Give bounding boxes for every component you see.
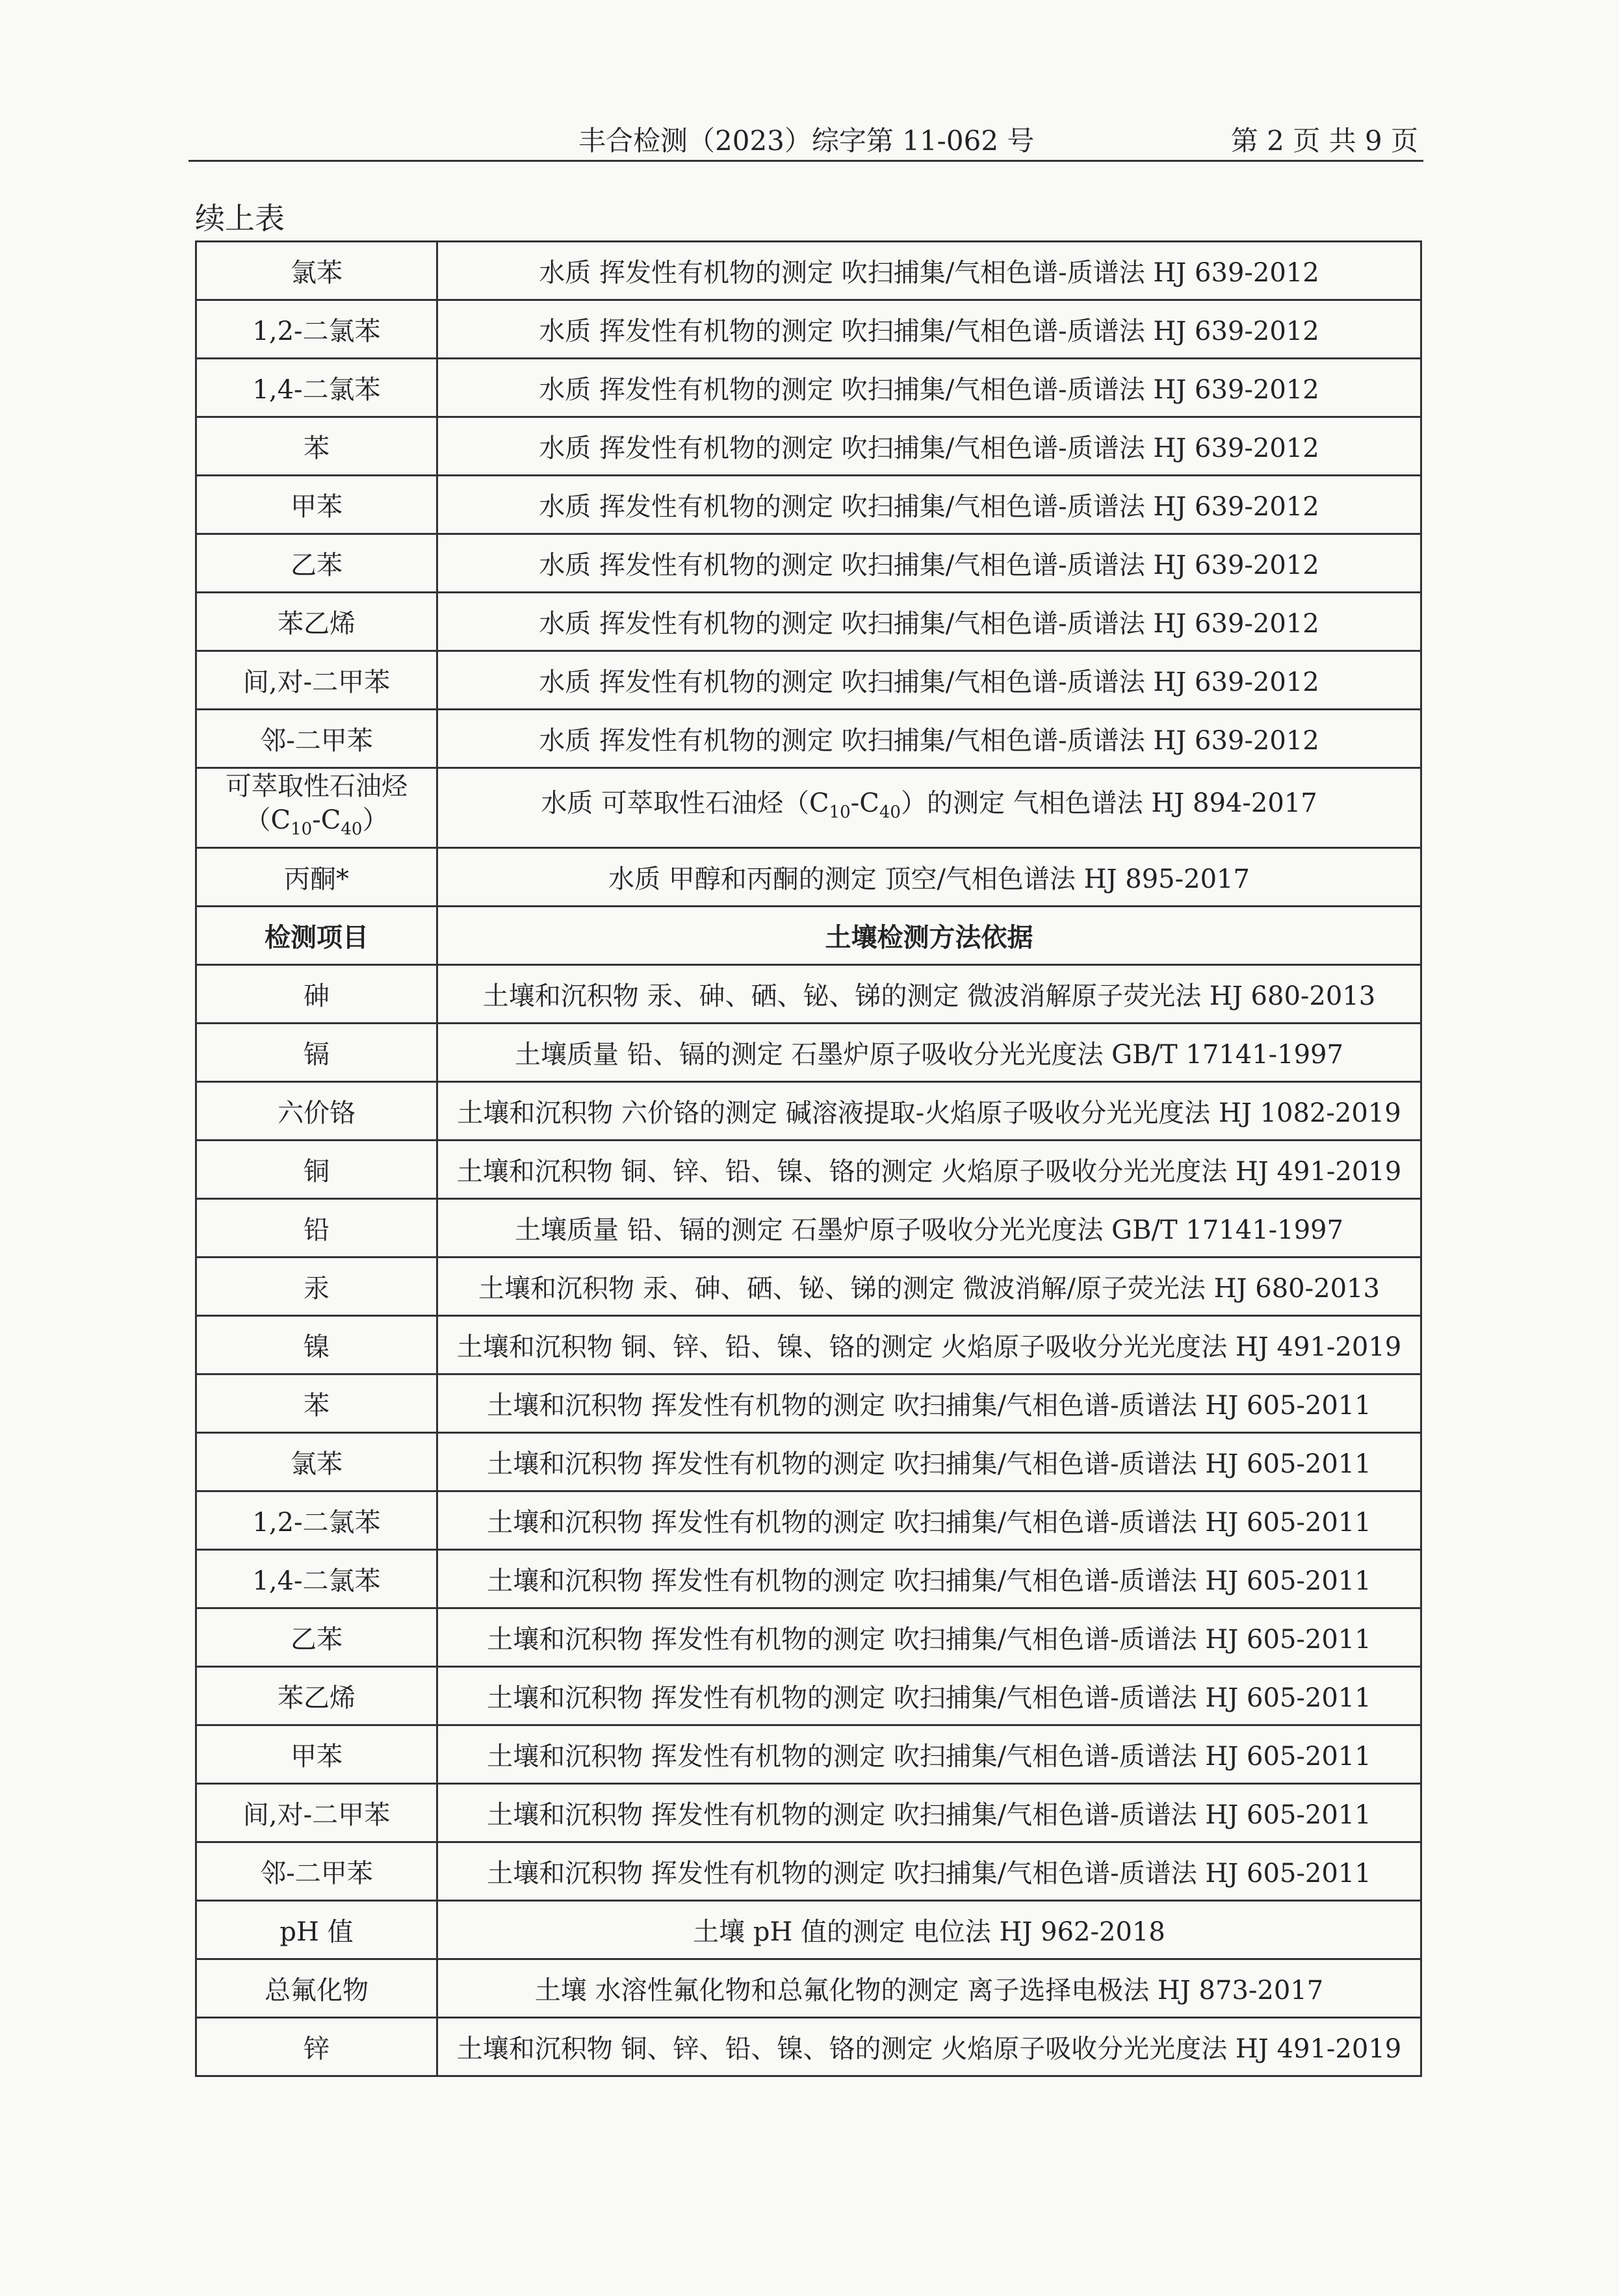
table-row <box>196 848 1421 907</box>
item-cell: 1,2-二氯苯 <box>196 1491 437 1550</box>
table-row <box>196 1901 1421 1959</box>
item-cell: 苯乙烯 <box>196 593 437 651</box>
table-row <box>196 1959 1421 2018</box>
table-row <box>196 1433 1421 1491</box>
table-row <box>196 965 1421 1024</box>
method-cell: 土壤和沉积物 挥发性有机物的测定 吹扫捕集/气相色谱-质谱法 HJ 605-2011 <box>437 1433 1421 1491</box>
table-row <box>196 1082 1421 1141</box>
continued-label: 续上表 <box>195 201 285 236</box>
page-number: 第 2 页 共 9 页 <box>1230 125 1418 157</box>
table-row <box>196 534 1421 593</box>
table-row <box>196 1024 1421 1082</box>
table-row <box>196 1491 1421 1550</box>
item-cell: 氯苯 <box>196 242 437 300</box>
method-cell: 土壤 pH 值的测定 电位法 HJ 962-2018 <box>437 1901 1421 1959</box>
method-cell: 土壤和沉积物 挥发性有机物的测定 吹扫捕集/气相色谱-质谱法 HJ 605-2011 <box>437 1725 1421 1784</box>
table-row <box>196 300 1421 359</box>
method-cell: 水质 挥发性有机物的测定 吹扫捕集/气相色谱-质谱法 HJ 639-2012 <box>437 476 1421 534</box>
item-cell: 锌 <box>196 2018 437 2076</box>
method-cell: 土壤 水溶性氟化物和总氟化物的测定 离子选择电极法 HJ 873-2017 <box>437 1959 1421 2018</box>
item-cell: 邻-二甲苯 <box>196 710 437 768</box>
method-table <box>195 240 1422 2077</box>
table-row <box>196 1608 1421 1667</box>
item-cell: 六价铬 <box>196 1082 437 1141</box>
table-row <box>196 359 1421 417</box>
item-cell: pH 值 <box>196 1901 437 1959</box>
table-row <box>196 242 1421 300</box>
method-cell: 土壤和沉积物 挥发性有机物的测定 吹扫捕集/气相色谱-质谱法 HJ 605-2011 <box>437 1842 1421 1901</box>
method-cell: 水质 挥发性有机物的测定 吹扫捕集/气相色谱-质谱法 HJ 639-2012 <box>437 593 1421 651</box>
method-cell: 土壤质量 铅、镉的测定 石墨炉原子吸收分光光度法 GB/T 17141-1997 <box>437 1024 1421 1082</box>
table-row <box>196 1316 1421 1374</box>
table-row <box>196 768 1421 848</box>
method-cell: 土壤和沉积物 挥发性有机物的测定 吹扫捕集/气相色谱-质谱法 HJ 605-2011 <box>437 1784 1421 1842</box>
table-row <box>196 1258 1421 1316</box>
special-rows <box>196 768 1421 965</box>
table-row <box>196 1842 1421 1901</box>
item-cell: 1,4-二氯苯 <box>196 1550 437 1608</box>
item-cell: 间,对-二甲苯 <box>196 651 437 710</box>
item-cell: 汞 <box>196 1258 437 1316</box>
item-cell: 铅 <box>196 1199 437 1258</box>
method-cell: 土壤和沉积物 挥发性有机物的测定 吹扫捕集/气相色谱-质谱法 HJ 605-2011 <box>437 1550 1421 1608</box>
table-row <box>196 710 1421 768</box>
method-cell: 水质 挥发性有机物的测定 吹扫捕集/气相色谱-质谱法 HJ 639-2012 <box>437 242 1421 300</box>
table-row <box>196 651 1421 710</box>
table-row <box>196 1667 1421 1725</box>
item-cell: 镉 <box>196 1024 437 1082</box>
item-cell: 镍 <box>196 1316 437 1374</box>
method-cell: 水质 可萃取性石油烃$(C_{10}-C_{40})$的测定 气相色谱法 HJ 894-2017 <box>437 768 1421 848</box>
method-cell: 土壤和沉积物 挥发性有机物的测定 吹扫捕集/气相色谱-质谱法 HJ 605-2011 <box>437 1608 1421 1667</box>
method-header: 土壤检测方法依据 <box>437 907 1421 965</box>
item-cell: 甲苯 <box>196 476 437 534</box>
item-cell: 总氟化物 <box>196 1959 437 2018</box>
table-row <box>196 1784 1421 1842</box>
table-row <box>196 1199 1421 1258</box>
item-cell: 乙苯 <box>196 1608 437 1667</box>
water-section <box>196 242 1421 768</box>
table-row <box>196 1141 1421 1199</box>
method-cell: 水质 挥发性有机物的测定 吹扫捕集/气相色谱-质谱法 HJ 639-2012 <box>437 710 1421 768</box>
item-cell: 苯 <box>196 417 437 476</box>
table-row <box>196 2018 1421 2076</box>
item-cell: 邻-二甲苯 <box>196 1842 437 1901</box>
report-number: 丰合检测（2023）综字第 11-062 号 <box>578 125 1035 157</box>
method-cell: 土壤和沉积物 挥发性有机物的测定 吹扫捕集/气相色谱-质谱法 HJ 605-2011 <box>437 1491 1421 1550</box>
method-cell: 土壤质量 铅、镉的测定 石墨炉原子吸收分光光度法 GB/T 17141-1997 <box>437 1199 1421 1258</box>
table-row <box>196 1374 1421 1433</box>
table-row <box>196 1550 1421 1608</box>
item-cell: 间,对-二甲苯 <box>196 1784 437 1842</box>
method-cell: 土壤和沉积物 六价铬的测定 碱溶液提取-火焰原子吸收分光光度法 HJ 1082-2019 <box>437 1082 1421 1141</box>
item-cell: 苯 <box>196 1374 437 1433</box>
method-cell: 水质 挥发性有机物的测定 吹扫捕集/气相色谱-质谱法 HJ 639-2012 <box>437 359 1421 417</box>
method-cell: 土壤和沉积物 汞、砷、硒、铋、锑的测定 微波消解原子荧光法 HJ 680-2013 <box>437 965 1421 1024</box>
item-cell: 铜 <box>196 1141 437 1199</box>
item-cell: 甲苯 <box>196 1725 437 1784</box>
method-cell: 水质 挥发性有机物的测定 吹扫捕集/气相色谱-质谱法 HJ 639-2012 <box>437 534 1421 593</box>
item-cell: 砷 <box>196 965 437 1024</box>
table-row <box>196 1725 1421 1784</box>
method-cell: 土壤和沉积物 挥发性有机物的测定 吹扫捕集/气相色谱-质谱法 HJ 605-2011 <box>437 1667 1421 1725</box>
soil-header-row <box>196 907 1421 965</box>
item-cell: 丙酮* <box>196 848 437 907</box>
table-row <box>196 476 1421 534</box>
method-cell: 水质 挥发性有机物的测定 吹扫捕集/气相色谱-质谱法 HJ 639-2012 <box>437 651 1421 710</box>
item-header: 检测项目 <box>196 907 437 965</box>
method-cell: 土壤和沉积物 铜、锌、铅、镍、铬的测定 火焰原子吸收分光光度法 HJ 491-2019 <box>437 1316 1421 1374</box>
soil-section <box>196 965 1421 2076</box>
table-row <box>196 417 1421 476</box>
method-cell: 土壤和沉积物 挥发性有机物的测定 吹扫捕集/气相色谱-质谱法 HJ 605-2011 <box>437 1374 1421 1433</box>
item-cell: 苯乙烯 <box>196 1667 437 1725</box>
item-cell: 乙苯 <box>196 534 437 593</box>
item-cell: 氯苯 <box>196 1433 437 1491</box>
method-cell: 土壤和沉积物 汞、砷、硒、铋、锑的测定 微波消解/原子荧光法 HJ 680-2013 <box>437 1258 1421 1316</box>
page-header <box>188 114 1423 162</box>
method-cell: 水质 挥发性有机物的测定 吹扫捕集/气相色谱-质谱法 HJ 639-2012 <box>437 417 1421 476</box>
item-cell: 1,4-二氯苯 <box>196 359 437 417</box>
method-cell: 土壤和沉积物 铜、锌、铅、镍、铬的测定 火焰原子吸收分光光度法 HJ 491-2019 <box>437 1141 1421 1199</box>
item-cell: 可萃取性石油烃 $(C_{10}-C_{40})$ <box>196 768 437 848</box>
item-cell: 1,2-二氯苯 <box>196 300 437 359</box>
table-row <box>196 593 1421 651</box>
method-cell: 土壤和沉积物 铜、锌、铅、镍、铬的测定 火焰原子吸收分光光度法 HJ 491-2019 <box>437 2018 1421 2076</box>
method-cell: 水质 挥发性有机物的测定 吹扫捕集/气相色谱-质谱法 HJ 639-2012 <box>437 300 1421 359</box>
method-cell: 水质 甲醇和丙酮的测定 顶空/气相色谱法 HJ 895-2017 <box>437 848 1421 907</box>
